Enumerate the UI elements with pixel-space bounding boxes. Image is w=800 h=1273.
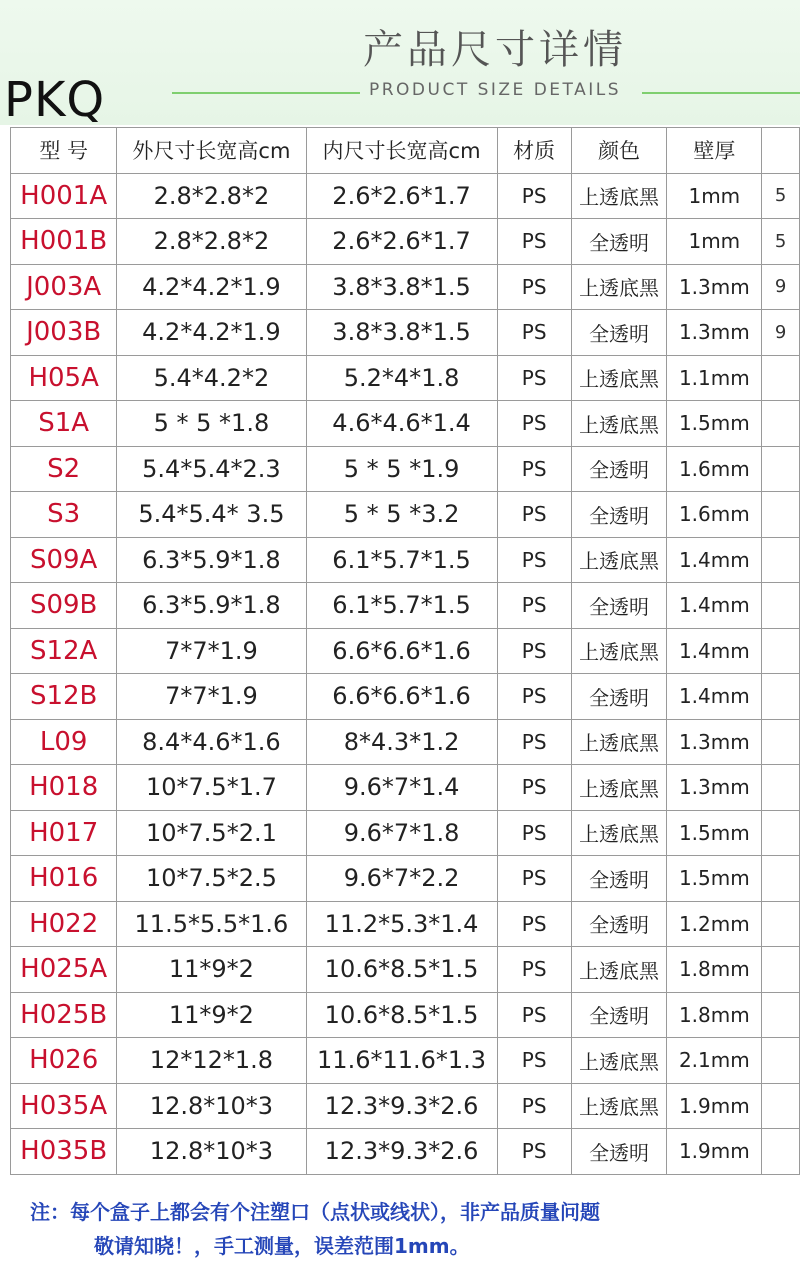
row-inner-size: 9.6*7*2.2 [306, 856, 497, 902]
row-model: S3 [11, 492, 117, 538]
row-material: PS [497, 401, 571, 447]
row-extra [762, 719, 800, 765]
row-color: 全透明 [571, 901, 667, 947]
table-row [11, 492, 800, 538]
row-material: PS [497, 901, 571, 947]
row-color: 全透明 [571, 446, 667, 492]
row-inner-size: 6.1*5.7*1.5 [306, 537, 497, 583]
page-title: 产品尺寸详情 [363, 27, 627, 73]
row-thickness: 1.4mm [667, 674, 762, 720]
table-row [11, 1129, 800, 1175]
row-extra [762, 446, 800, 492]
row-inner-size: 6.6*6.6*1.6 [306, 628, 497, 674]
row-color: 上透底黑 [571, 264, 667, 310]
table-header-row [11, 128, 800, 174]
footnote [30, 1195, 600, 1263]
row-material: PS [497, 173, 571, 219]
row-material: PS [497, 583, 571, 629]
row-material: PS [497, 765, 571, 811]
row-extra [762, 947, 800, 993]
footnote-line-1: 注：每个盒子上都会有个注塑口（点状或线状），非产品质量问题 [30, 1200, 600, 1224]
footnote-line-2: 敬请知晓！，手工测量，误差范围1mm。 [94, 1234, 470, 1258]
row-inner-size: 2.6*2.6*1.7 [306, 219, 497, 265]
row-color: 全透明 [571, 856, 667, 902]
header-inner-size: 内尺寸长宽高cm [306, 128, 497, 174]
table-row [11, 355, 800, 401]
row-outer-size: 8.4*4.6*1.6 [117, 719, 306, 765]
row-thickness: 1.5mm [667, 810, 762, 856]
row-color: 上透底黑 [571, 719, 667, 765]
row-extra [762, 992, 800, 1038]
row-material: PS [497, 310, 571, 356]
table-row [11, 992, 800, 1038]
table-row [11, 674, 800, 720]
row-inner-size: 12.3*9.3*2.6 [306, 1129, 497, 1175]
row-extra [762, 1129, 800, 1175]
row-model: J003B [11, 310, 117, 356]
row-model: J003A [11, 264, 117, 310]
row-inner-size: 5 * 5 *1.9 [306, 446, 497, 492]
row-model: S09B [11, 583, 117, 629]
row-thickness: 1.9mm [667, 1129, 762, 1175]
row-thickness: 1.8mm [667, 992, 762, 1038]
row-color: 上透底黑 [571, 947, 667, 993]
row-thickness: 1mm [667, 219, 762, 265]
row-thickness: 1.3mm [667, 310, 762, 356]
row-model: H001A [11, 173, 117, 219]
row-thickness: 1.3mm [667, 765, 762, 811]
row-material: PS [497, 628, 571, 674]
row-thickness: 1.6mm [667, 492, 762, 538]
row-material: PS [497, 1038, 571, 1084]
header-color: 颜色 [571, 128, 667, 174]
row-outer-size: 7*7*1.9 [117, 628, 306, 674]
row-inner-size: 5.2*4*1.8 [306, 355, 497, 401]
row-thickness: 1.3mm [667, 264, 762, 310]
size-table [10, 127, 800, 1175]
row-color: 全透明 [571, 492, 667, 538]
header-extra [762, 128, 800, 174]
row-inner-size: 11.6*11.6*1.3 [306, 1038, 497, 1084]
row-inner-size: 9.6*7*1.4 [306, 765, 497, 811]
row-inner-size: 3.8*3.8*1.5 [306, 310, 497, 356]
row-extra [762, 537, 800, 583]
row-inner-size: 4.6*4.6*1.4 [306, 401, 497, 447]
row-outer-size: 6.3*5.9*1.8 [117, 583, 306, 629]
row-inner-size: 2.6*2.6*1.7 [306, 173, 497, 219]
row-material: PS [497, 355, 571, 401]
row-thickness: 1.1mm [667, 355, 762, 401]
row-material: PS [497, 992, 571, 1038]
table-row [11, 810, 800, 856]
row-inner-size: 8*4.3*1.2 [306, 719, 497, 765]
row-outer-size: 4.2*4.2*1.9 [117, 264, 306, 310]
row-material: PS [497, 537, 571, 583]
brand-logo: PKQ [4, 72, 106, 128]
row-material: PS [497, 264, 571, 310]
row-color: 上透底黑 [571, 355, 667, 401]
row-outer-size: 11.5*5.5*1.6 [117, 901, 306, 947]
row-thickness: 1.6mm [667, 446, 762, 492]
row-outer-size: 10*7.5*1.7 [117, 765, 306, 811]
row-material: PS [497, 446, 571, 492]
header-material: 材质 [497, 128, 571, 174]
row-inner-size: 6.1*5.7*1.5 [306, 583, 497, 629]
row-outer-size: 2.8*2.8*2 [117, 219, 306, 265]
table-row [11, 219, 800, 265]
row-extra: 5 [762, 219, 800, 265]
row-model: H001B [11, 219, 117, 265]
row-inner-size: 12.3*9.3*2.6 [306, 1083, 497, 1129]
row-extra [762, 1038, 800, 1084]
row-material: PS [497, 1083, 571, 1129]
row-outer-size: 5.4*5.4*2.3 [117, 446, 306, 492]
row-inner-size: 3.8*3.8*1.5 [306, 264, 497, 310]
row-model: S09A [11, 537, 117, 583]
table-row [11, 901, 800, 947]
row-extra [762, 765, 800, 811]
header-model: 型 号 [11, 128, 117, 174]
row-color: 上透底黑 [571, 173, 667, 219]
row-extra [762, 628, 800, 674]
table-row [11, 719, 800, 765]
row-extra [762, 1083, 800, 1129]
row-color: 全透明 [571, 992, 667, 1038]
row-model: H026 [11, 1038, 117, 1084]
row-model: H035A [11, 1083, 117, 1129]
table-row [11, 1038, 800, 1084]
table-row [11, 310, 800, 356]
row-outer-size: 10*7.5*2.5 [117, 856, 306, 902]
row-model: S12B [11, 674, 117, 720]
row-thickness: 1.3mm [667, 719, 762, 765]
row-extra [762, 810, 800, 856]
row-model: H022 [11, 901, 117, 947]
row-outer-size: 12*12*1.8 [117, 1038, 306, 1084]
row-outer-size: 11*9*2 [117, 947, 306, 993]
row-outer-size: 6.3*5.9*1.8 [117, 537, 306, 583]
row-color: 上透底黑 [571, 628, 667, 674]
row-thickness: 1.2mm [667, 901, 762, 947]
row-color: 全透明 [571, 1129, 667, 1175]
row-model: H017 [11, 810, 117, 856]
row-inner-size: 10.6*8.5*1.5 [306, 992, 497, 1038]
row-model: H05A [11, 355, 117, 401]
title-divider-right [642, 92, 800, 94]
row-material: PS [497, 719, 571, 765]
table-row [11, 537, 800, 583]
row-material: PS [497, 856, 571, 902]
row-material: PS [497, 1129, 571, 1175]
row-thickness: 1.8mm [667, 947, 762, 993]
row-color: 全透明 [571, 219, 667, 265]
row-color: 上透底黑 [571, 765, 667, 811]
row-extra [762, 901, 800, 947]
row-extra [762, 401, 800, 447]
row-thickness: 1.4mm [667, 583, 762, 629]
row-extra [762, 583, 800, 629]
row-model: S1A [11, 401, 117, 447]
row-model: H016 [11, 856, 117, 902]
row-thickness: 1.9mm [667, 1083, 762, 1129]
table-row [11, 856, 800, 902]
row-outer-size: 4.2*4.2*1.9 [117, 310, 306, 356]
row-thickness: 1.4mm [667, 628, 762, 674]
table-row [11, 947, 800, 993]
row-color: 上透底黑 [571, 810, 667, 856]
row-extra [762, 355, 800, 401]
row-extra [762, 492, 800, 538]
row-outer-size: 5.4*5.4* 3.5 [117, 492, 306, 538]
row-inner-size: 10.6*8.5*1.5 [306, 947, 497, 993]
row-inner-size: 5 * 5 *3.2 [306, 492, 497, 538]
table-row [11, 765, 800, 811]
row-material: PS [497, 219, 571, 265]
row-inner-size: 11.2*5.3*1.4 [306, 901, 497, 947]
table-row [11, 628, 800, 674]
row-outer-size: 2.8*2.8*2 [117, 173, 306, 219]
row-thickness: 1mm [667, 173, 762, 219]
row-model: H025A [11, 947, 117, 993]
table-row [11, 1083, 800, 1129]
row-thickness: 2.1mm [667, 1038, 762, 1084]
row-extra [762, 856, 800, 902]
row-material: PS [497, 810, 571, 856]
row-extra: 9 [762, 264, 800, 310]
row-color: 上透底黑 [571, 1083, 667, 1129]
row-color: 上透底黑 [571, 401, 667, 447]
row-model: S12A [11, 628, 117, 674]
row-model: H035B [11, 1129, 117, 1175]
row-color: 全透明 [571, 310, 667, 356]
row-color: 上透底黑 [571, 1038, 667, 1084]
row-extra: 9 [762, 310, 800, 356]
row-extra: 5 [762, 173, 800, 219]
row-outer-size: 5.4*4.2*2 [117, 355, 306, 401]
row-outer-size: 12.8*10*3 [117, 1129, 306, 1175]
row-material: PS [497, 492, 571, 538]
row-thickness: 1.4mm [667, 537, 762, 583]
row-color: 上透底黑 [571, 537, 667, 583]
row-model: H018 [11, 765, 117, 811]
header-thickness: 壁厚 [667, 128, 762, 174]
row-color: 全透明 [571, 583, 667, 629]
row-thickness: 1.5mm [667, 856, 762, 902]
row-inner-size: 6.6*6.6*1.6 [306, 674, 497, 720]
table-row [11, 264, 800, 310]
row-inner-size: 9.6*7*1.8 [306, 810, 497, 856]
row-outer-size: 11*9*2 [117, 992, 306, 1038]
row-model: H025B [11, 992, 117, 1038]
row-outer-size: 12.8*10*3 [117, 1083, 306, 1129]
row-outer-size: 7*7*1.9 [117, 674, 306, 720]
row-extra [762, 674, 800, 720]
table-row [11, 401, 800, 447]
row-model: S2 [11, 446, 117, 492]
row-color: 全透明 [571, 674, 667, 720]
table-row [11, 446, 800, 492]
row-material: PS [497, 674, 571, 720]
row-thickness: 1.5mm [667, 401, 762, 447]
row-model: L09 [11, 719, 117, 765]
header-outer-size: 外尺寸长宽高cm [117, 128, 306, 174]
row-outer-size: 10*7.5*2.1 [117, 810, 306, 856]
table-row [11, 583, 800, 629]
row-material: PS [497, 947, 571, 993]
page-subtitle: PRODUCT SIZE DETAILS [368, 80, 622, 100]
table-row [11, 173, 800, 219]
row-outer-size: 5 * 5 *1.8 [117, 401, 306, 447]
